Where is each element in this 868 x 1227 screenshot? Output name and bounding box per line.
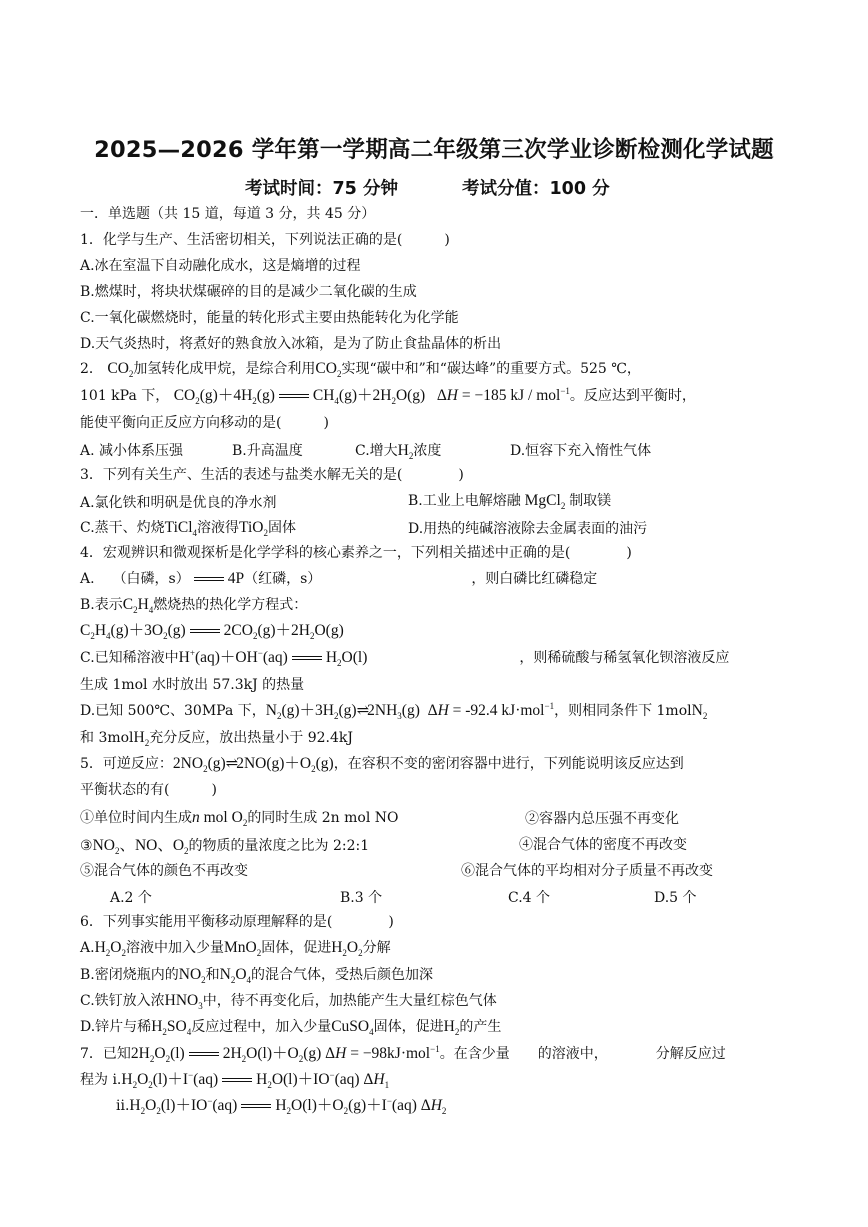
q5-option-d: D.5 个 xyxy=(654,890,697,906)
question-6-stem: 6．下列事实能用平衡移动原理解释的是( ) xyxy=(80,914,394,930)
q5-statement-2: ②容器内总压强不再变化 xyxy=(525,811,679,827)
q4-option-c-cont: 生成 1mol 水时放出 57.3kJ 的热量 xyxy=(80,677,305,693)
question-7-line-2: 程为 $i.H_2O_2(l)+I^-(aq)$ $H_2O(l)+IO^-(aq)$ $\Delta H_1$ xyxy=(80,1069,390,1091)
question-2-line-2: 101 kPa 下， $CO_2(g)+4H_2(g)$ $CH_4(g)+2H_2O(g) \Delta H = -185$ kJ / mol$^{-1}$。反应达到平衡时， xyxy=(80,385,696,407)
question-2-line-3: 能使平衡向正反应方向移动的是( ) xyxy=(80,415,329,431)
question-7-line-3: $ii.H_2O_2(l)+IO^-(aq)$ $H_2O(l)+O_2(g)+I^-(aq)$ $\Delta H_2$ xyxy=(116,1095,447,1117)
exam-time: 考试时间：75 分钟 xyxy=(245,179,398,199)
q2-option-d: D.恒容下充入惰性气体 xyxy=(510,443,652,459)
q5-statement-4: ④混合气体的密度不再改变 xyxy=(519,837,687,853)
section-heading: 一．单选题（共 15 道，每道 3 分，共 45 分） xyxy=(80,206,376,222)
q5-statement-6: ⑥混合气体的平均相对分子质量不再改变 xyxy=(461,863,713,879)
q3-option-b: B.工业上电解熔融 MgCl$_2$ 制取镁 xyxy=(408,492,612,512)
question-5-stem: 5．可逆反应：$2NO_2(g)\rightleftharpoons 2NO(g)+O_2(g)$，在容积不变的密闭容器中进行，下列能说明该反应达到 xyxy=(80,755,684,775)
q3-option-d: D.用热的纯碱溶液除去金属表面的油污 xyxy=(408,521,648,537)
q2-option-b: B.升高温度 xyxy=(232,443,303,459)
question-5-stem-cont: 平衡状态的有( ) xyxy=(80,782,217,798)
q5-option-b: B.3 个 xyxy=(340,890,383,906)
q5-option-c: C.4 个 xyxy=(508,890,551,906)
question-3-stem: 3．下列有关生产、生活的表述与盐类水解无关的是( ) xyxy=(80,467,464,483)
q6-option-c: C.铁钉放入浓$HNO_3$中，待不再变化后，加热能产生大量红棕色气体 xyxy=(80,992,497,1012)
q4-option-b: B.表示$C_2H_4$燃烧热的热化学方程式： xyxy=(80,596,308,616)
q3-option-a: A.氯化铁和明矾是优良的净水剂 xyxy=(80,495,277,511)
q4-option-b-equation: $C_2H_4(g)+3O_2(g)$ $2CO_2(g)+2H_2O(g)$ xyxy=(80,622,344,642)
q1-option-a: A.冰在室温下自动融化成水，这是熵增的过程 xyxy=(80,258,361,274)
question-4-stem: 4．宏观辨识和微观探析是化学学科的核心素养之一，下列相关描述中正确的是( ) xyxy=(80,545,632,561)
q4-option-a: A. （白磷，s） 4P（红磷，s） ，则白磷比红磷稳定 xyxy=(80,570,598,587)
q3-option-c: C.蒸干、灼烧TiCl$_4$溶液得TiO$_2$固体 xyxy=(80,519,296,539)
q2-option-a: A. 减小体系压强 xyxy=(80,443,184,459)
page-title: 2025—2026 学年第一学期高二年级第三次学业诊断检测化学试题 xyxy=(94,137,774,163)
q6-option-a: $A.H_2O_2$溶液中加入少量MnO$_2$固体，促进$H_2O_2$分解 xyxy=(80,939,391,959)
q6-option-b: B.密闭烧瓶内的$NO_2$和$N_2O_4$的混合气体，受热后颜色加深 xyxy=(80,966,434,986)
q1-option-c: C.一氧化碳燃烧时，能量的转化形式主要由热能转化为化学能 xyxy=(80,310,459,326)
q5-statement-3: $③NO_2$、NO、$O_2$的物质的量浓度之比为 2:2:1 xyxy=(80,837,370,857)
q4-option-d-cont: 和 3molH$_2$充分反应，放出热量小于 92.4kJ xyxy=(80,729,353,749)
q5-statement-5: ⑤混合气体的颜色不再改变 xyxy=(80,863,248,879)
question-2-line-1: 2． $CO_2$加氢转化成甲烷，是综合利用$CO_2$实现“碳中和”和“碳达峰”的重要方式。525 ℃， xyxy=(80,360,641,380)
exam-score: 考试分值：100 分 xyxy=(462,179,610,199)
q5-statement-1: ①单位时间内生成n mol $O_2$的同时生成 2n mol NO xyxy=(80,809,399,829)
q6-option-d: D.锌片与稀$H_2SO_4$反应过程中，加入少量CuSO$_4$固体，促进$H_2$的产生 xyxy=(80,1018,502,1038)
question-7-line-1: 7．已知$2H_2O_2(l)$ $2H_2O(l)+O_2(g) \Delta H = -98kJ\cdot mol^{-1}$。在含少量 的溶液中， 分解反应过 xyxy=(80,1043,726,1065)
q5-option-a: A.2 个 xyxy=(110,890,152,906)
q1-option-d: D.天气炎热时，将煮好的熟食放入冰箱，是为了防止食盐晶体的析出 xyxy=(80,336,502,352)
q4-option-d: D.已知 500℃、30MPa 下，$N_2(g)+3H_2(g)\rightleftharpoons 2NH_3(g) \Delta H = -92.4$ kJ·mol$^{-1}$，则相同条件下 1molN$_2$ xyxy=(80,700,708,722)
q1-option-b: B.燃煤时，将块状煤碾碎的目的是减少二氧化碳的生成 xyxy=(80,284,417,300)
q2-option-c: C.增大$H_2$浓度 xyxy=(355,442,442,462)
question-1-stem: 1．化学与生产、生活密切相关，下列说法正确的是( ) xyxy=(80,232,450,248)
q4-option-c: C.已知稀溶液中H+(aq)＋OH−(aq) $H_2O(l)$ ，则稀硫酸与稀氢氧化钡溶液反应 xyxy=(80,647,730,669)
